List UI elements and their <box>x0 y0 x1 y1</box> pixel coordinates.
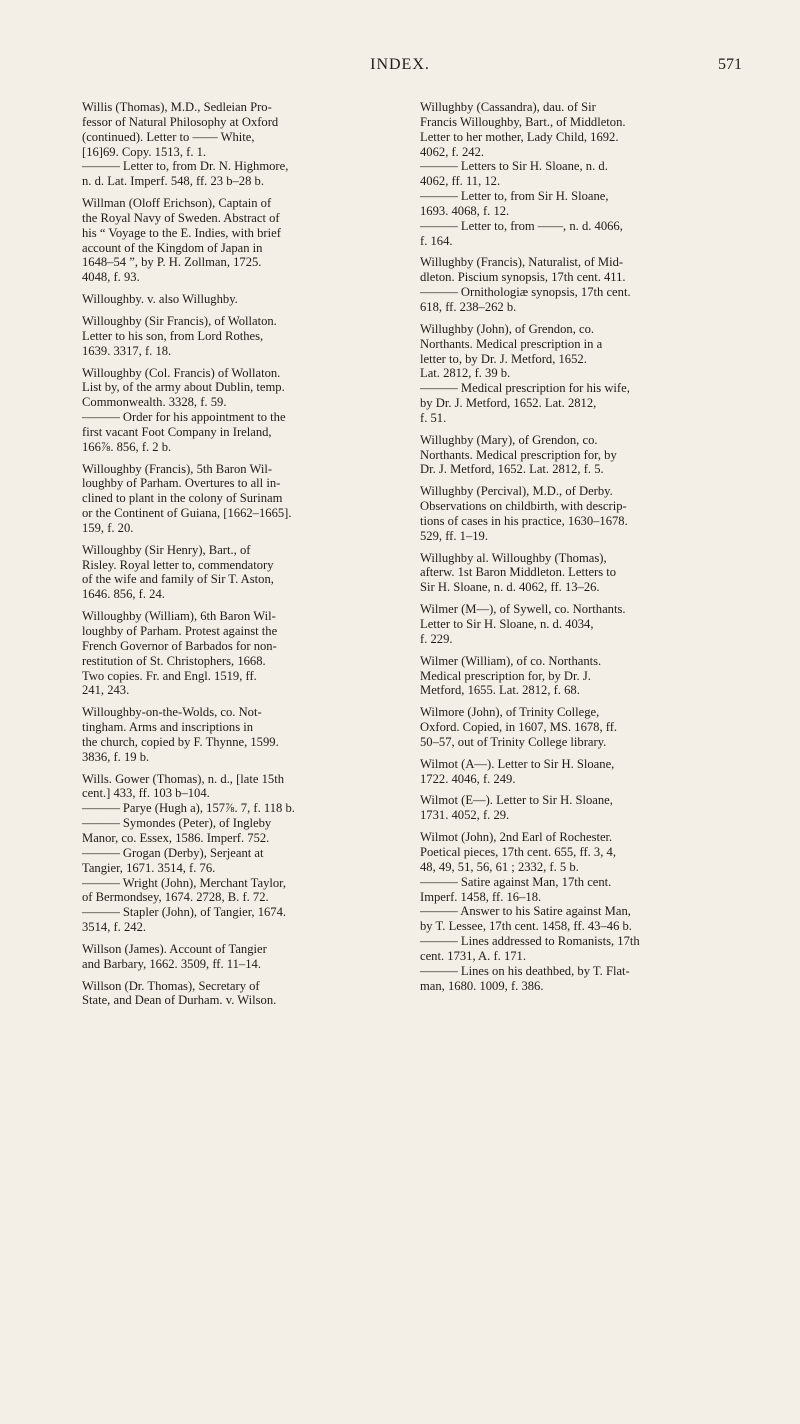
entry-line: loughby of Parham. Overtures to all in- <box>82 476 281 491</box>
index-entry <box>82 772 424 935</box>
entry-heading-line: Wilmer (William), of co. Northants. <box>420 653 602 668</box>
index-entry <box>82 292 424 307</box>
index-entry <box>420 654 762 699</box>
entry-line: ——— Letter to, from ——, n. d. 4066, <box>420 218 623 233</box>
entry-line: 3514, f. 242. <box>82 920 147 935</box>
index-entry <box>420 757 762 787</box>
entry-line: 529, ff. 1–19. <box>420 528 488 543</box>
index-entry <box>420 602 762 647</box>
entry-line: List by, of the army about Dublin, temp. <box>82 380 285 395</box>
index-entry <box>82 196 424 285</box>
entry-line: by T. Lessee, 17th cent. 1458, ff. 43–46 b. <box>420 919 632 934</box>
entry-heading-line: Willoughby (Francis), 5th Baron Wil- <box>82 461 273 476</box>
entry-line: his “ Voyage to the E. Indies, with brief <box>82 225 281 240</box>
entry-line: ——— Medical prescription for his wife, <box>420 381 630 396</box>
entry-line: the Royal Navy of Sweden. Abstract of <box>82 210 280 225</box>
entry-line: Oxford. Copied, in 1607, MS. 1678, ff. <box>420 720 618 735</box>
index-entry <box>420 705 762 750</box>
index-entry <box>420 484 762 543</box>
entry-line: ——— Lines on his deathbed, by T. Flat- <box>420 963 630 978</box>
entry-line: tingham. Arms and inscriptions in <box>82 720 254 735</box>
entry-heading-line: Wilmot (John), 2nd Earl of Rochester. <box>420 830 613 845</box>
index-entry <box>82 543 424 602</box>
entry-line: ——— Letter to, from Dr. N. Highmore, <box>82 159 289 174</box>
entry-line: 166⅞. 856, f. 2 b. <box>82 439 172 454</box>
entry-heading-line: Wilmot (A—). Letter to Sir H. Sloane, <box>420 756 615 771</box>
entry-line: Medical prescription for, by Dr. J. <box>420 668 591 683</box>
entry-line: afterw. 1st Baron Middleton. Letters to <box>420 565 617 580</box>
entry-line: 4048, f. 93. <box>82 270 140 285</box>
index-column-right <box>420 100 762 1000</box>
entry-line: f. 164. <box>420 233 453 248</box>
entry-line: of Bermondsey, 1674. 2728, B. f. 72. <box>82 890 269 905</box>
index-entry <box>82 942 424 972</box>
entry-line: ——— Wright (John), Merchant Taylor, <box>82 875 287 890</box>
entry-line: account of the Kingdom of Japan in <box>82 240 263 255</box>
entry-line: ——— Satire against Man, 17th cent. <box>420 874 612 889</box>
index-entry <box>420 322 762 426</box>
index-entry <box>420 433 762 478</box>
entry-heading-line: Willughby (Mary), of Grendon, co. <box>420 432 598 447</box>
entry-line: or the Continent of Guiana, [1662–1665]. <box>82 506 292 521</box>
entry-heading-line: Wilmer (M—), of Sywell, co. Northants. <box>420 602 626 617</box>
entry-heading-line: Willson (James). Account of Tangier <box>82 941 267 956</box>
index-entry <box>82 462 424 536</box>
page-number: 571 <box>718 56 742 73</box>
entry-line: French Governor of Barbados for non- <box>82 638 277 653</box>
entry-line: 159, f. 20. <box>82 520 134 535</box>
entry-line: 241, 243. <box>82 683 130 698</box>
entry-line: Tangier, 1671. 3514, f. 76. <box>82 860 216 875</box>
entry-line: clined to plant in the colony of Surinam <box>82 491 283 506</box>
entry-heading-line: Willughby (John), of Grendon, co. <box>420 321 595 336</box>
index-entry <box>82 609 424 698</box>
entry-line: 50–57, out of Trinity College library. <box>420 734 607 749</box>
entry-line: Northants. Medical prescription for, by <box>420 447 617 462</box>
entry-line: Metford, 1655. Lat. 2812, f. 68. <box>420 683 580 698</box>
entry-line: ——— Letters to Sir H. Sloane, n. d. <box>420 159 608 174</box>
entry-line: loughby of Parham. Protest against the <box>82 624 278 638</box>
entry-line: 618, ff. 238–262 b. <box>420 299 517 314</box>
entry-heading-line: Willson (Dr. Thomas), Secretary of <box>82 978 260 993</box>
entry-line: fessor of Natural Philosophy at Oxford <box>82 114 279 129</box>
entry-line: Francis Willoughby, Bart., of Middleton. <box>420 114 626 129</box>
entry-heading-line: Willoughby (William), 6th Baron Wil- <box>82 609 276 624</box>
entry-heading-line: Willman (Oloff Erichson), Captain of <box>82 196 272 211</box>
entry-heading-line: Willughby (Percival), M.D., of Derby. <box>420 484 613 499</box>
page-title: INDEX. <box>370 56 430 73</box>
entry-line: of the wife and family of Sir T. Aston, <box>82 572 274 587</box>
entry-line: ——— Grogan (Derby), Serjeant at <box>82 845 264 860</box>
entry-line: State, and Dean of Durham. v. Wilson. <box>82 993 277 1008</box>
entry-line: Observations on childbirth, with descrip- <box>420 499 627 514</box>
entry-heading-line: Willoughby (Col. Francis) of Wollaton. <box>82 365 281 380</box>
entry-line: the church, copied by F. Thynne, 1599. <box>82 734 279 749</box>
entry-line: 1639. 3317, f. 18. <box>82 343 172 358</box>
entry-line: ——— Symondes (Peter), of Ingleby <box>82 816 272 831</box>
entry-line: and Barbary, 1662. 3509, ff. 11–14. <box>82 956 261 971</box>
entry-line: ——— Order for his appointment to the <box>82 410 286 425</box>
entry-line: dleton. Piscium synopsis, 17th cent. 411. <box>420 270 626 285</box>
entry-line: Northants. Medical prescription in a <box>420 336 603 351</box>
entry-heading-line: Willoughby. v. also Willughby. <box>82 292 238 307</box>
entry-heading-line: Willughby (Cassandra), dau. of Sir <box>420 100 596 114</box>
entry-line: tions of cases in his practice, 1630–1678. <box>420 513 628 528</box>
entry-line: 1646. 856, f. 24. <box>82 587 165 602</box>
index-entry <box>82 705 424 764</box>
index-entry <box>420 255 762 314</box>
entry-line: Poetical pieces, 17th cent. 655, ff. 3, 4, <box>420 844 616 859</box>
entry-line: Imperf. 1458, ff. 16–18. <box>420 889 542 904</box>
entry-line: Dr. J. Metford, 1652. Lat. 2812, f. 5. <box>420 462 604 477</box>
entry-line: f. 229. <box>420 631 453 646</box>
entry-line: Manor, co. Essex, 1586. Imperf. 752. <box>82 830 270 845</box>
entry-line: restitution of St. Christophers, 1668. <box>82 653 266 668</box>
index-entry <box>420 793 762 823</box>
index-entry <box>82 100 424 189</box>
entry-line: ——— Letter to, from Sir H. Sloane, <box>420 189 609 204</box>
entry-line: 4062, ff. 11, 12. <box>420 174 501 189</box>
entry-line: cent.] 433, ff. 103 b–104. <box>82 786 210 801</box>
entry-line: Sir H. Sloane, n. d. 4062, ff. 13–26. <box>420 580 600 595</box>
entry-heading-line: Wilmore (John), of Trinity College, <box>420 705 600 720</box>
index-entry <box>82 979 424 1009</box>
entry-heading-line: Willughby (Francis), Naturalist, of Mid- <box>420 255 624 270</box>
entry-line: by Dr. J. Metford, 1652. Lat. 2812, <box>420 396 597 411</box>
index-entry <box>82 314 424 359</box>
running-head <box>0 56 800 80</box>
entry-line: Risley. Royal letter to, commendatory <box>82 557 274 572</box>
entry-line: 1722. 4046, f. 249. <box>420 771 516 786</box>
entry-line: Two copies. Fr. and Engl. 1519, ff. <box>82 668 257 683</box>
entry-line: first vacant Foot Company in Ireland, <box>82 424 272 439</box>
entry-line: ——— Stapler (John), of Tangier, 1674. <box>82 905 287 920</box>
index-column-left <box>82 100 424 1015</box>
entry-heading-line: Wilmot (E—). Letter to Sir H. Sloane, <box>420 793 613 808</box>
entry-heading-line: Willoughby-on-the-Wolds, co. Not- <box>82 705 262 720</box>
entry-line: ——— Lines addressed to Romanists, 17th <box>420 934 640 949</box>
entry-line: n. d. Lat. Imperf. 548, ff. 23 b–28 b. <box>82 174 264 189</box>
entry-line: (continued). Letter to —— White, <box>82 129 255 144</box>
index-entry <box>82 366 424 455</box>
entry-line: [16]69. Copy. 1513, f. 1. <box>82 144 207 159</box>
entry-heading-line: Willis (Thomas), M.D., Sedleian Pro- <box>82 100 272 114</box>
entry-line: 1731. 4052, f. 29. <box>420 808 510 823</box>
index-entry <box>420 551 762 596</box>
entry-line: man, 1680. 1009, f. 386. <box>420 978 544 993</box>
entry-line: 48, 49, 51, 56, 61 ; 2332, f. 5 b. <box>420 859 579 874</box>
entry-line: 1648–54 ”, by P. H. Zollman, 1725. <box>82 255 262 270</box>
index-entry <box>420 830 762 993</box>
entry-line: Letter to Sir H. Sloane, n. d. 4034, <box>420 617 594 631</box>
entry-line: letter to, by Dr. J. Metford, 1652. <box>420 351 587 366</box>
entry-line: 1693. 4068, f. 12. <box>420 203 510 218</box>
entry-line: ——— Answer to his Satire against Man, <box>420 904 631 919</box>
entry-line: 4062, f. 242. <box>420 144 485 159</box>
entry-heading-line: Willoughby (Sir Henry), Bart., of <box>82 542 251 557</box>
entry-line: Lat. 2812, f. 39 b. <box>420 366 511 381</box>
entry-heading-line: Willoughby (Sir Francis), of Wollaton. <box>82 313 277 328</box>
entry-line: Letter to her mother, Lady Child, 1692. <box>420 129 619 144</box>
entry-line: cent. 1731, A. f. 171. <box>420 948 526 963</box>
index-entry <box>420 100 762 248</box>
entry-line: ——— Parye (Hugh a), 157⅞. 7, f. 118 b. <box>82 801 295 816</box>
entry-line: Commonwealth. 3328, f. 59. <box>82 395 227 410</box>
entry-line: Letter to his son, from Lord Rothes, <box>82 328 264 343</box>
entry-heading-line: Wills. Gower (Thomas), n. d., [late 15th <box>82 771 284 786</box>
entry-heading-line: Willughby al. Willoughby (Thomas), <box>420 550 607 565</box>
entry-line: f. 51. <box>420 410 447 425</box>
entry-line: 3836, f. 19 b. <box>82 749 150 764</box>
entry-line: ——— Ornithologiæ synopsis, 17th cent. <box>420 285 631 300</box>
